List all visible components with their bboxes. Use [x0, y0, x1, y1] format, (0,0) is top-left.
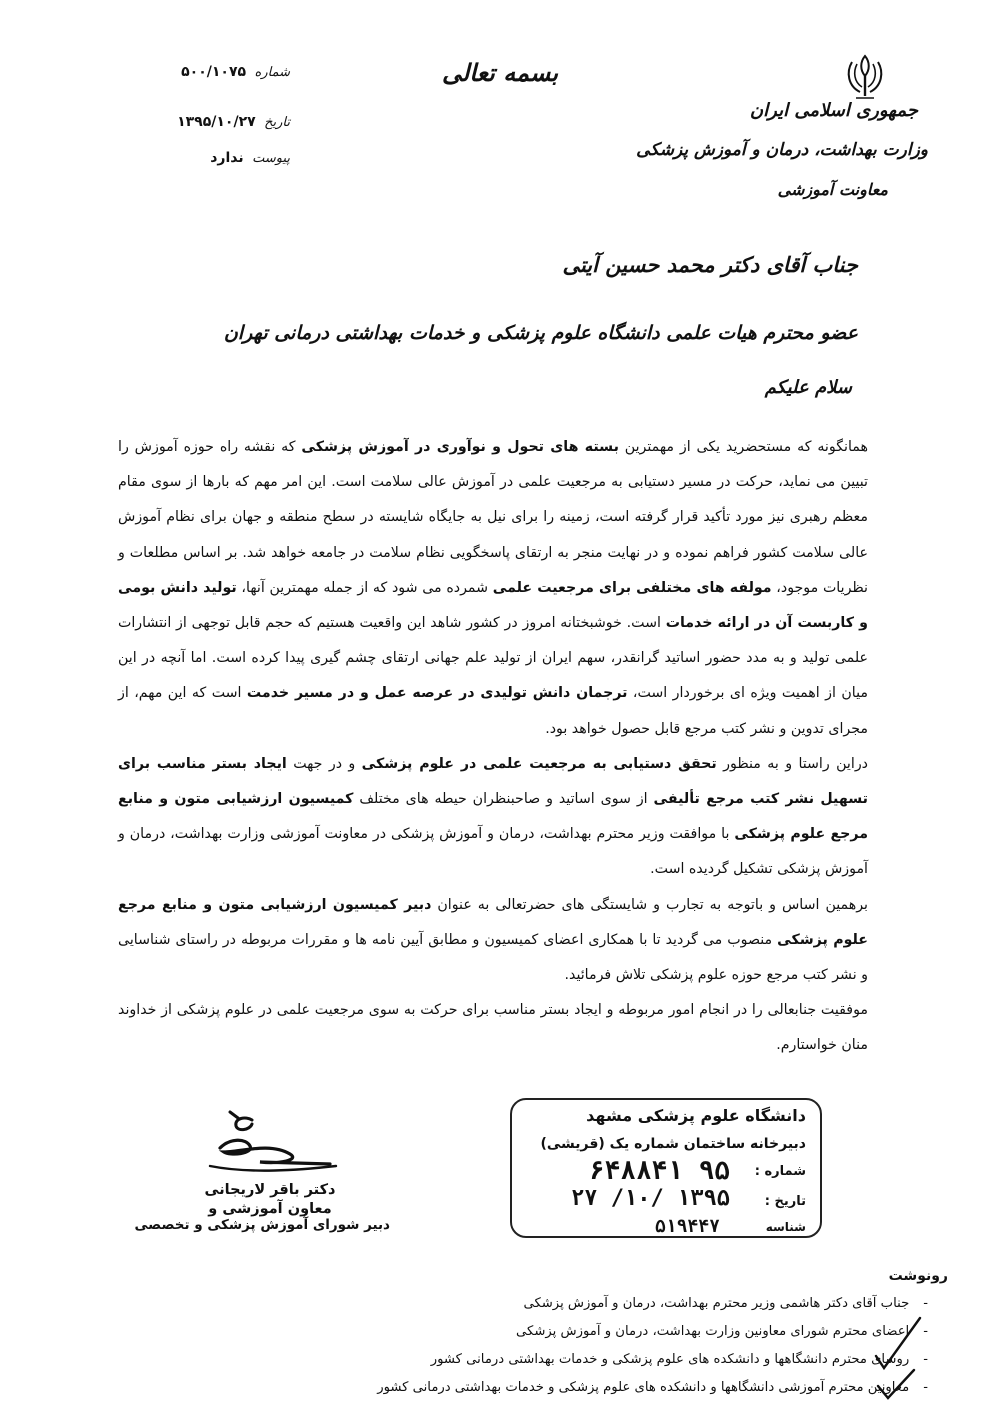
letter-number [140, 64, 290, 90]
body-paragraph-1: همانگونه که مستحضرید یکی از مهمترین بسته های تحول و نوآوری در آموزش پزشکی که نقشه راه حوزه آموزش را تبیین می نماید، حرکت در مسیر دستیابی به مرجعیت علمی در آموزش عالی سلامت است. این امر مهم که بارها از سوی مقام معظم رهبری نیز مورد تأکید قرار گرفته است، زمینه را برای نیل به جایگاه شایسته در سطح منطقه و جهان برای نظام آموزش عالی سلامت کشور فراهم نموده و در نهایت منجر به ارتقای پاسخگویی نظام سلامت در جامعه خواهد شد. بر اساس مطلعات و نظریات موجود، مولفه های مختلفی برای مرجعیت علمی شمرده می شود که از جمله مهمترین آنها، تولید دانش بومی و کاربست آن در ارائه خدمات است. خوشبختانه امروز در کشور شاهد این واقعیت هستیم که حجم قابل توجهی از انتشارات علمی تولید و به مدد حضور اساتید گرانقدر، سهم ایران از تولید علم جهانی ارتقای چشم گیری پیدا کرده است. اما آنچه در این میان از اهمیت ویژه ای برخوردار است، ترجمان دانش تولیدی در عرصه عمل و در مسیر خدمت است که این مهم، از مجرای تدوین و نشر کتب مرجع قابل حصول خواهد بود. [118, 439, 868, 737]
cc-item: -معاونین محترم آموزشی دانشگاهها و دانشکده های علوم پزشکی و خدمات بهداشتی درمانی کشور [377, 1380, 928, 1395]
stamp-id-value: ۵۱۹۴۴۷ [654, 1216, 720, 1237]
stamp-university: دانشگاه علوم پزشکی مشهد [586, 1106, 806, 1125]
letterhead-deputy: معاونت آموزشی [777, 180, 888, 199]
cc-item: -جناب آقای دکتر هاشمی وزیر محترم بهداشت، درمان و آموزش پزشکی [523, 1296, 928, 1311]
letter-date-value: ۱۳۹۵/۱۰/۲۷ [177, 114, 256, 130]
signatory-title: معاون آموزشی و [208, 1201, 332, 1217]
handwritten-signature-icon [190, 1108, 340, 1188]
body-paragraph-3: برهمین اساس و باتوجه به تجارب و شایستگی های حضرتعالی به عنوان دبیر کمیسیون ارزشیابی متون و منابع مرجع علوم پزشکی منصوب می گردید تا با همکاری اعضای کمیسیون و مطابق آیین نامه ها و مقررات مربوطه در راستای شناسایی و نشر کتب مرجع حوزه علوم پزشکی تلاش فرمائید. [118, 896, 868, 984]
signatory-name: دکتر باقر لاریجانی [204, 1182, 336, 1198]
letter-number-label: شماره [254, 65, 290, 80]
stamp-date-value: ۱۳۹۵ /۱۰/ ۲۷ [571, 1186, 730, 1211]
addressee-name: جناب آقای دکتر محمد حسین آیتی [562, 252, 858, 277]
handwritten-check-icon [870, 1310, 930, 1400]
letter-attachment [140, 150, 290, 176]
letterhead-ministry: وزارت بهداشت، درمان و آموزش پزشکی [636, 140, 928, 160]
cc-item: -روسای محترم دانشگاهها و دانشکده های علوم پزشکی و خدمات بهداشتی درمانی کشور [430, 1352, 928, 1367]
cc-title: رونوشت [888, 1268, 948, 1284]
letter-body [118, 430, 868, 1064]
bismillah-heading: بسمه تعالی [441, 58, 559, 87]
addressee-affiliation: عضو محترم هیات علمی دانشگاه علوم پزشکی و خدمات بهداشتی درمانی تهران [223, 322, 858, 344]
body-paragraph-2: دراین راستا و به منظور تحقق دستیابی به مرجعیت علمی در علوم پزشکی و در جهت ایجاد بستر مناسب برای تسهیل نشر کتب مرجع تألیفی از سوی اساتید و صاحبنظران حیطه های مختلف کمیسیون ارزشیابی متون و منابع مرجع علوم پزشکی با موافقت وزیر محترم بهداشت، درمان و آموزش پزشکی در معاونت آموزشی وزارت بهداشت، درمان و آموزش پزشکی تشکیل گردیده است. [118, 755, 869, 878]
letter-date-label: تاریخ [264, 115, 290, 130]
letter-date [140, 114, 290, 140]
letterhead-country: جمهوری اسلامی ایران [749, 100, 918, 121]
body-paragraph-4: موفقیت جنابعالی را در انجام امور مربوطه و ایجاد بستر مناسب برای حرکت به سوی مرجعیت علمی در علوم پزشکی از خداوند منان خواستارم. [118, 1002, 868, 1054]
stamp-secretariat: دبیرخانه ساختمان شماره یک (قریشی) [540, 1136, 806, 1152]
iran-emblem-icon [842, 52, 888, 102]
stamp-number-label: شماره : [754, 1164, 806, 1179]
signatory-role: دبیر شورای آموزش پزشکی و تخصصی [134, 1217, 390, 1233]
letter-number-value: ۵۰۰/۱۰۷۵ [181, 64, 247, 80]
stamp-id-label: شناسه [765, 1220, 806, 1234]
letter-attachment-label: پیوست [252, 151, 290, 166]
registry-stamp [510, 1098, 822, 1238]
cc-item: -اعضای محترم شورای معاونین وزارت بهداشت، درمان و آموزش پزشکی [516, 1324, 928, 1339]
stamp-number-value: ۹۵ ۶۴۸۸۴۱ [589, 1156, 730, 1186]
letter-attachment-value: ندارد [210, 150, 244, 166]
greeting: سلام علیکم [764, 377, 852, 398]
stamp-date-label: تاریخ : [764, 1194, 806, 1209]
